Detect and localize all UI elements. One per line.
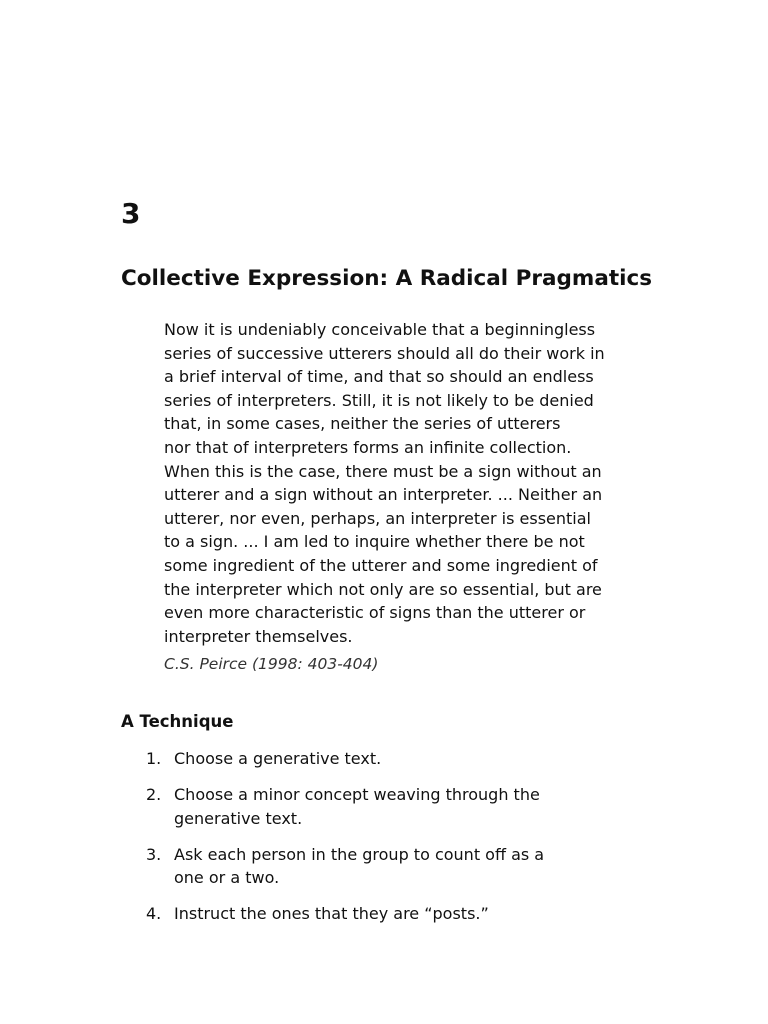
step-text-line: Choose a generative text. bbox=[174, 749, 382, 768]
step-number: 1. bbox=[146, 749, 162, 768]
chapter-title: Collective Expression: A Radical Pragmatics bbox=[121, 266, 653, 291]
step-text bbox=[174, 902, 489, 926]
epigraph-line: to a sign. ... I am led to inquire whether there be not bbox=[164, 532, 585, 552]
list-item bbox=[146, 902, 606, 926]
epigraph-line: interpreter themselves. bbox=[164, 626, 353, 646]
step-number: 3. bbox=[146, 844, 162, 864]
epigraph-line: Now it is undeniably conceivable that a beginningless bbox=[164, 320, 596, 339]
section-heading: A Technique bbox=[121, 712, 234, 731]
step-text-line: generative text. bbox=[174, 808, 303, 828]
step-text-line: Instruct the ones that they are “posts.” bbox=[174, 904, 489, 924]
step-number: 2. bbox=[146, 785, 162, 805]
epigraph-line: nor that of interpreters forms an infinite collection. bbox=[164, 437, 572, 457]
epigraph-line: series of interpreters. Still, it is not likely to be denied bbox=[164, 390, 594, 410]
list-item bbox=[146, 747, 606, 771]
step-text bbox=[174, 843, 544, 890]
technique-steps-list bbox=[146, 747, 606, 939]
step-text bbox=[174, 747, 381, 771]
step-text-line: Ask each person in the group to count off as a bbox=[174, 844, 545, 864]
epigraph-line: the interpreter which not only are so essential, but are bbox=[164, 579, 602, 599]
epigraph-line: series of successive utterers should all do their work in bbox=[164, 343, 605, 363]
epigraph-citation: C.S. Peirce (1998: 403-404) bbox=[164, 655, 379, 674]
step-number: 4. bbox=[146, 904, 162, 924]
list-item bbox=[146, 783, 606, 830]
list-item bbox=[146, 843, 606, 890]
step-text-line: one or a two. bbox=[174, 868, 280, 888]
epigraph-quote bbox=[164, 318, 634, 676]
epigraph-line: some ingredient of the utterer and some ingredient of bbox=[164, 555, 598, 575]
epigraph-line: that, in some cases, neither the series of utterers bbox=[164, 414, 561, 434]
step-text-line: Choose a minor concept weaving through the bbox=[174, 785, 540, 805]
epigraph-line: a brief interval of time, and that so should an endless bbox=[164, 367, 594, 387]
epigraph-line: even more characteristic of signs than the utterer or bbox=[164, 603, 586, 623]
epigraph-line: utterer and a sign without an interpreter. ... Neither an bbox=[164, 485, 603, 505]
epigraph-line: When this is the case, there must be a sign without an bbox=[164, 461, 602, 481]
epigraph-line: utterer, nor even, perhaps, an interpreter is essential bbox=[164, 508, 591, 528]
step-text bbox=[174, 783, 540, 830]
chapter-number: 3 bbox=[121, 197, 141, 230]
